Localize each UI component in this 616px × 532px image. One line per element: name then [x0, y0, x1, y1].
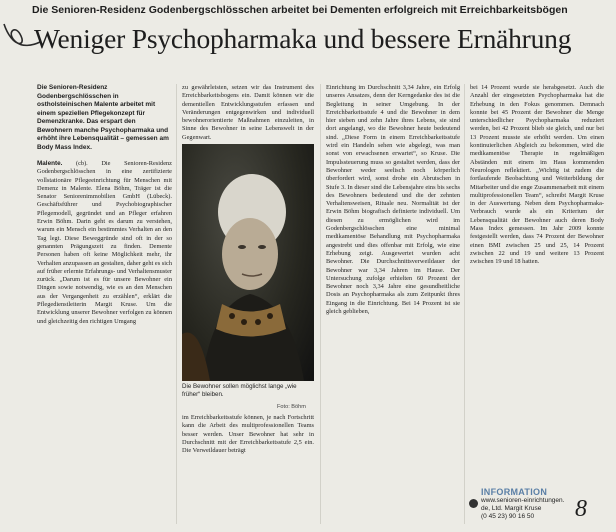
info-line: (0 45 23) 90 16 50	[481, 513, 535, 520]
photo-caption: Die Bewohner sollen möglichst lange „wie früher“ bleiben.	[182, 383, 297, 398]
info-bullet-icon	[469, 499, 478, 508]
article-column-4	[470, 84, 604, 267]
info-line: www.senioren-einrichtungen.	[481, 497, 565, 504]
info-box	[481, 487, 564, 521]
photo-elderly-woman	[182, 144, 314, 381]
article-column-2-bottom	[182, 414, 314, 455]
article-column-1	[37, 84, 172, 326]
page-number: 8	[575, 496, 587, 522]
body-text: bei 14 Prozent wurde sie herabgesetzt. Auch die Anzahl der eingesetzten Psychopharmaka hat die Erhebung in den Fokus genommen. Demnach konnte bei 45 Prozent der Bewohner die Menge unterschiedlicher Psychopharmaka reduziert werden, bei 42 Prozent blieb sie gleich, und nur bei 13 Prozent musste sie erhöht werden. Um einen kontinuierlichen Abgleich zu bekommen, wird die medikamentöse Therapie in regelmäßigen Abständen mit einem im Haus kommenden Neurologen reflektiert. „Wichtig ist zudem die fortlaufende Beobachtung und Weiterbildung der Mitarbeiter und die enge Zusammenarbeit mit einem multiprofessionellen Team“, schreibt Margit Kruse in der Auswertung. Neben dem Psychopharmaka-Verbrauch wurde als ein Kriterium der Lebensqualität der Bewohner auch deren Body Mass Index gemessen. Im Jahr 2009 konnte festgestellt werden, dass 74 Prozent der Bewohner einen BMI zwischen 25 und 25, 14 Prozent zwischen 22 und 19 und weitere 13 Prozent zwischen 19 und 18 hatten.	[470, 84, 604, 266]
article-column-3	[326, 84, 460, 316]
info-line: de, Ltd. Margit Kruse	[481, 505, 542, 512]
lead-paragraph: Die Senioren-Residenz Godenbergschlösschen in ostholsteinischen Malente arbeitet mit einem speziellen Pflegekonzept für Demenzkranke. Das erspart den Bewohnern manche Psychopharmaka und erhöht ihre Lebensqualität – gemessen am Body Mass Index.	[37, 84, 169, 151]
body-text: zu gewährleisten, setzen wir das Instrument des Erreichbarkeitsbogens ein. Damit können wir die dementiellen Entwicklungsstufen erfassen und Veränderungen entgegenwirken und individuell bewohnerorientierte Maßnahmen einzuleiten, in Sinne des Bewohner in seine Lebenswelt in der Gegenwart.	[182, 84, 314, 141]
body-paragraph	[37, 160, 172, 326]
info-title: INFORMATION	[481, 487, 548, 497]
body-text: (cb). Die Senioren-Residenz Godenbergschlösschen in eine zertifizierte vollstationäre Pflegeeinrichtung für Menschen mit Demenz in Malente. Elena Böhm, Träger ist die Senator Seniorenimmobilien GmbH (Lübeck). Geschäftsführer und Psychobiographischer Pflegemodell, gegründet und an Pfleger erfahren Erwin Böhm. Darin geht es darum zu verstehen, warum ein Mensch ein bestimmtes Verhalten an den Tag legt. Diese Beweggründe sind oft in der so genannten Prägungszeit zu finden. Demente Personen haben oft keine Möglichkeit mehr, ihr Verhalten anzupassen an gestalten, daher geht es sich auf früher erlernte Erfahrungs- und Verhaltensmuster zurück. „Darum ist es für unsere Bewohner ein Dingen sowie notwendig, wie es an den Menschen aus der Vergangenheit zu erzählen“, erklärt die Pflegedienstleiterin Margit Kruse. Um die Entwicklung unserer Bewohner verfolgen zu können und gleichzeitig den richtigen Umgang	[37, 160, 172, 325]
body-text: im Erreichbarkeitsstufe können, je nach Fortschritt kann die Arbeit des multiprofessionellen Teams besser werden. Unser Bewohner hat sehr in Durchschnitt mit der Erreichbarkeitsstufe 2,5 ein. Die Verweildauer beträgt	[182, 414, 314, 455]
kicker: Die Senioren-Residenz Godenbergschlösschen arbeitet bei Dementen erfolgreich mit Erreichbarkeitsbögen	[32, 4, 568, 16]
photo-credit: Foto: Böhm	[277, 404, 306, 410]
dateline: Malente.	[37, 160, 63, 167]
headline: Weniger Psychopharmaka und bessere Ernährung	[34, 23, 572, 54]
article-column-2	[182, 84, 314, 142]
body-text: Einrichtung im Durchschnitt 3,34 Jahre, ein Erfolg unseres Ansatzes, denn der Kerngedanke des ist die Begleitung in seiner Umgebung. In der Erreichbarkeitsstufe 4 und die Bewohner in dem hier sieben und zehn Jahre ihres Lebens, sie sind dort angelangt, wo die Bewohner heute bedeutend sind. „Diese Form in einem Erreichbarkeitsstufe wird ein Handeln sehen wie abgelegt, was man sonst von erwachsenen erwartet“, so Kruse. Die Impulssteuerung muss so gestaltet werden, dass der Bewohner weder seelisch noch körperlich überfordert wird, sonst drohe ein Abrutschen in Stufe 3. In dieser sind die Lebensjahre eins bis sechs des Bewohners bedeutend und die der zehnten Verhaltensweisen, Rituale neu. Normalität ist der Erwin Böhm biografisch definierte individuell. Um diesen zu ermöglichen wird im Godenbergschlösschen eine minimal medikamentöse Behandlung mit Psychopharmaka angestrebt und dies offenbar mit Erfolg, wie eine Erhebung zeigt. Ausgewertet wurden acht Bewohner. Die Durchschnittsverweildauer der Bewohner war 3,34 Jahren im Hause. Der Untersuchung zufolge erhielten 60 Prozent der Bewohner noch 3,34 Jahre eine gesundheitliche Dosis an Psychopharmaka als zum Zeitpunkt ihres Eingang in die Einrichtung. Bei 14 Prozent ist sie gleich geblieben,	[326, 84, 460, 316]
